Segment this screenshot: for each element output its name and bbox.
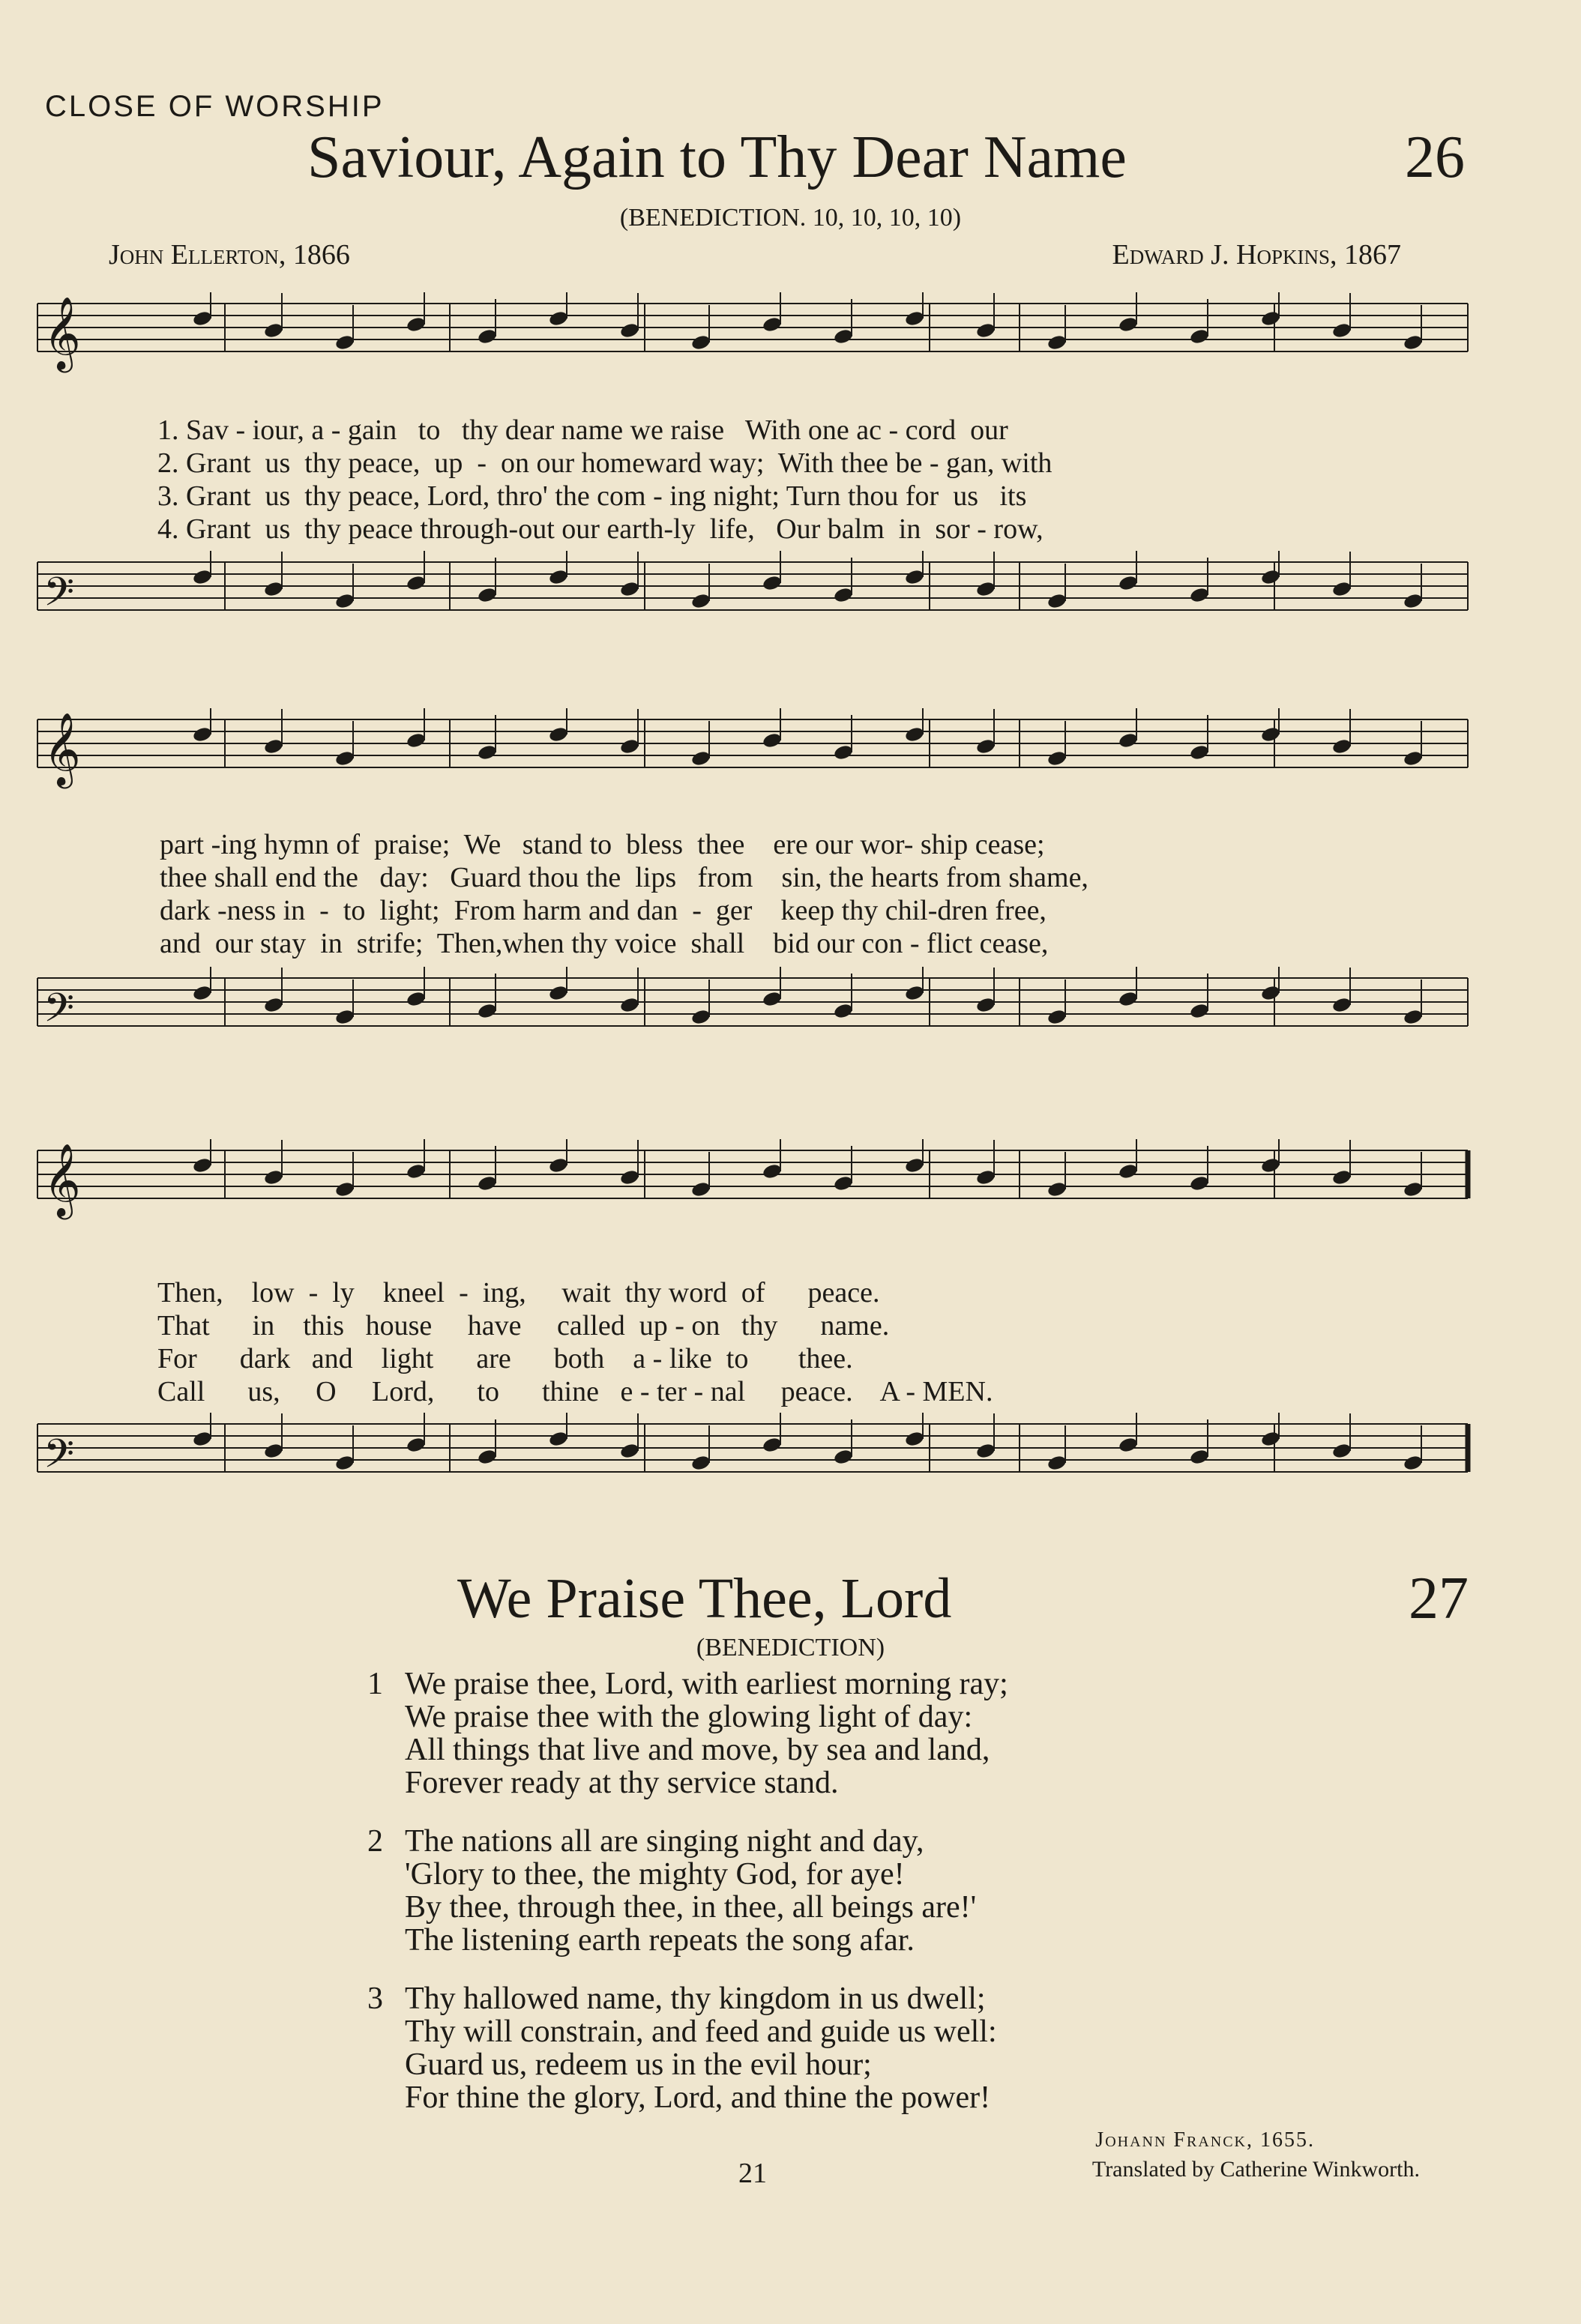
hymn-26-composer: Edward J. Hopkins, 1867 (1112, 239, 1401, 271)
verse-1 (367, 1667, 1008, 1799)
lyric-line: Then, low - ly kneel - ing, wait thy word of peace. (157, 1277, 880, 1309)
verse-number: 3 (367, 1982, 383, 2016)
verse-line: We praise thee with the glowing light of day: (405, 1700, 973, 1734)
lyric-line: part -ing hymn of praise; We stand to bless thee ere our wor- ship cease; (160, 829, 1045, 860)
svg-text:𝄢: 𝄢 (43, 1431, 75, 1487)
verse-line: We praise thee, Lord, with earliest morning ray; (405, 1667, 1008, 1701)
lyric-line: For dark and light are both a - like to thee. (157, 1343, 853, 1374)
verse-3 (367, 1982, 997, 2114)
svg-text:𝄢: 𝄢 (43, 986, 75, 1041)
hymn-26-number: 26 (1405, 124, 1465, 190)
lyrics-system-2 (160, 828, 1088, 960)
svg-text:𝄞: 𝄞 (43, 296, 81, 369)
verse-2 (367, 1825, 976, 1957)
treble-staff-system-2 (0, 708, 1581, 821)
hymn-26-tune: (BENEDICTION. 10, 10, 10, 10) (619, 204, 962, 232)
lyric-line: dark -ness in - to light; From harm and dan - ger keep thy chil-dren free, (160, 895, 1047, 926)
lyric-line: Call us, O Lord, to thine e - ter - nal peace. A - MEN. (157, 1376, 993, 1407)
svg-text:𝄞: 𝄞 (43, 1143, 81, 1216)
hymn-27-tune: (BENEDICTION) (696, 1634, 885, 1661)
page-number: 21 (738, 2158, 767, 2189)
verse-line: The listening earth repeats the song afar. (405, 1923, 915, 1958)
lyrics-system-3 (157, 1276, 993, 1408)
lyrics-system-1 (157, 414, 1052, 546)
bass-staff-system-2 (0, 967, 1581, 1087)
verse-line: Thy will constrain, and feed and guide us well: (405, 2014, 997, 2049)
hymn-27-number: 27 (1409, 1566, 1469, 1632)
svg-text:𝄞: 𝄞 (43, 712, 81, 785)
verse-number: 1 (367, 1667, 383, 1701)
treble-staff-system-3 (0, 1139, 1581, 1267)
verse-line: By thee, through thee, in thee, all beings are!' (405, 1890, 977, 1925)
section-heading: CLOSE OF WORSHIP (45, 90, 385, 123)
verse-line: All things that live and move, by sea and land, (405, 1733, 990, 1767)
lyric-line: 1. Sav - iour, a - gain to thy dear name we raise With one ac - cord our (157, 414, 1008, 446)
verse-line: 'Glory to thee, the mighty God, for aye! (405, 1857, 905, 1892)
bass-staff-system-1 (0, 551, 1581, 671)
svg-text:𝄢: 𝄢 (43, 570, 75, 625)
hymn-26-title: Saviour, Again to Thy Dear Name (307, 124, 1127, 190)
verse-line: Forever ready at thy service stand. (405, 1766, 839, 1800)
hymn-27-title: We Praise Thee, Lord (457, 1567, 952, 1630)
credit-author: Johann Franck, 1655. (1095, 2128, 1315, 2152)
bass-staff-system-3 (0, 1413, 1581, 1533)
lyric-line: 2. Grant us thy peace, up - on our homeward way; With thee be - gan, with (157, 447, 1053, 479)
verse-line: The nations all are singing night and day, (405, 1824, 924, 1859)
hymn-26-author: John Ellerton, 1866 (109, 239, 350, 271)
lyric-line: and our stay in strife; Then,when thy voice shall bid our con - flict cease, (160, 928, 1049, 959)
credit-translator: Translated by Catherine Winkworth. (1091, 2157, 1420, 2182)
verse-line: For thine the glory, Lord, and thine the power! (405, 2080, 991, 2115)
verse-line: Thy hallowed name, thy kingdom in us dwell; (405, 1982, 986, 2016)
lyric-line: 3. Grant us thy peace, Lord, thro' the com - ing night; Turn thou for us its (157, 480, 1027, 512)
verse-line: Guard us, redeem us in the evil hour; (405, 2047, 872, 2082)
treble-staff-system-1 (0, 292, 1581, 405)
verse-number: 2 (367, 1824, 383, 1859)
lyric-line: That in this house have called up - on thy name. (157, 1310, 890, 1341)
lyric-line: 4. Grant us thy peace through-out our earth-ly life, Our balm in sor - row, (157, 513, 1044, 545)
lyric-line: thee shall end the day: Guard thou the lips from sin, the hearts from shame, (160, 862, 1088, 893)
